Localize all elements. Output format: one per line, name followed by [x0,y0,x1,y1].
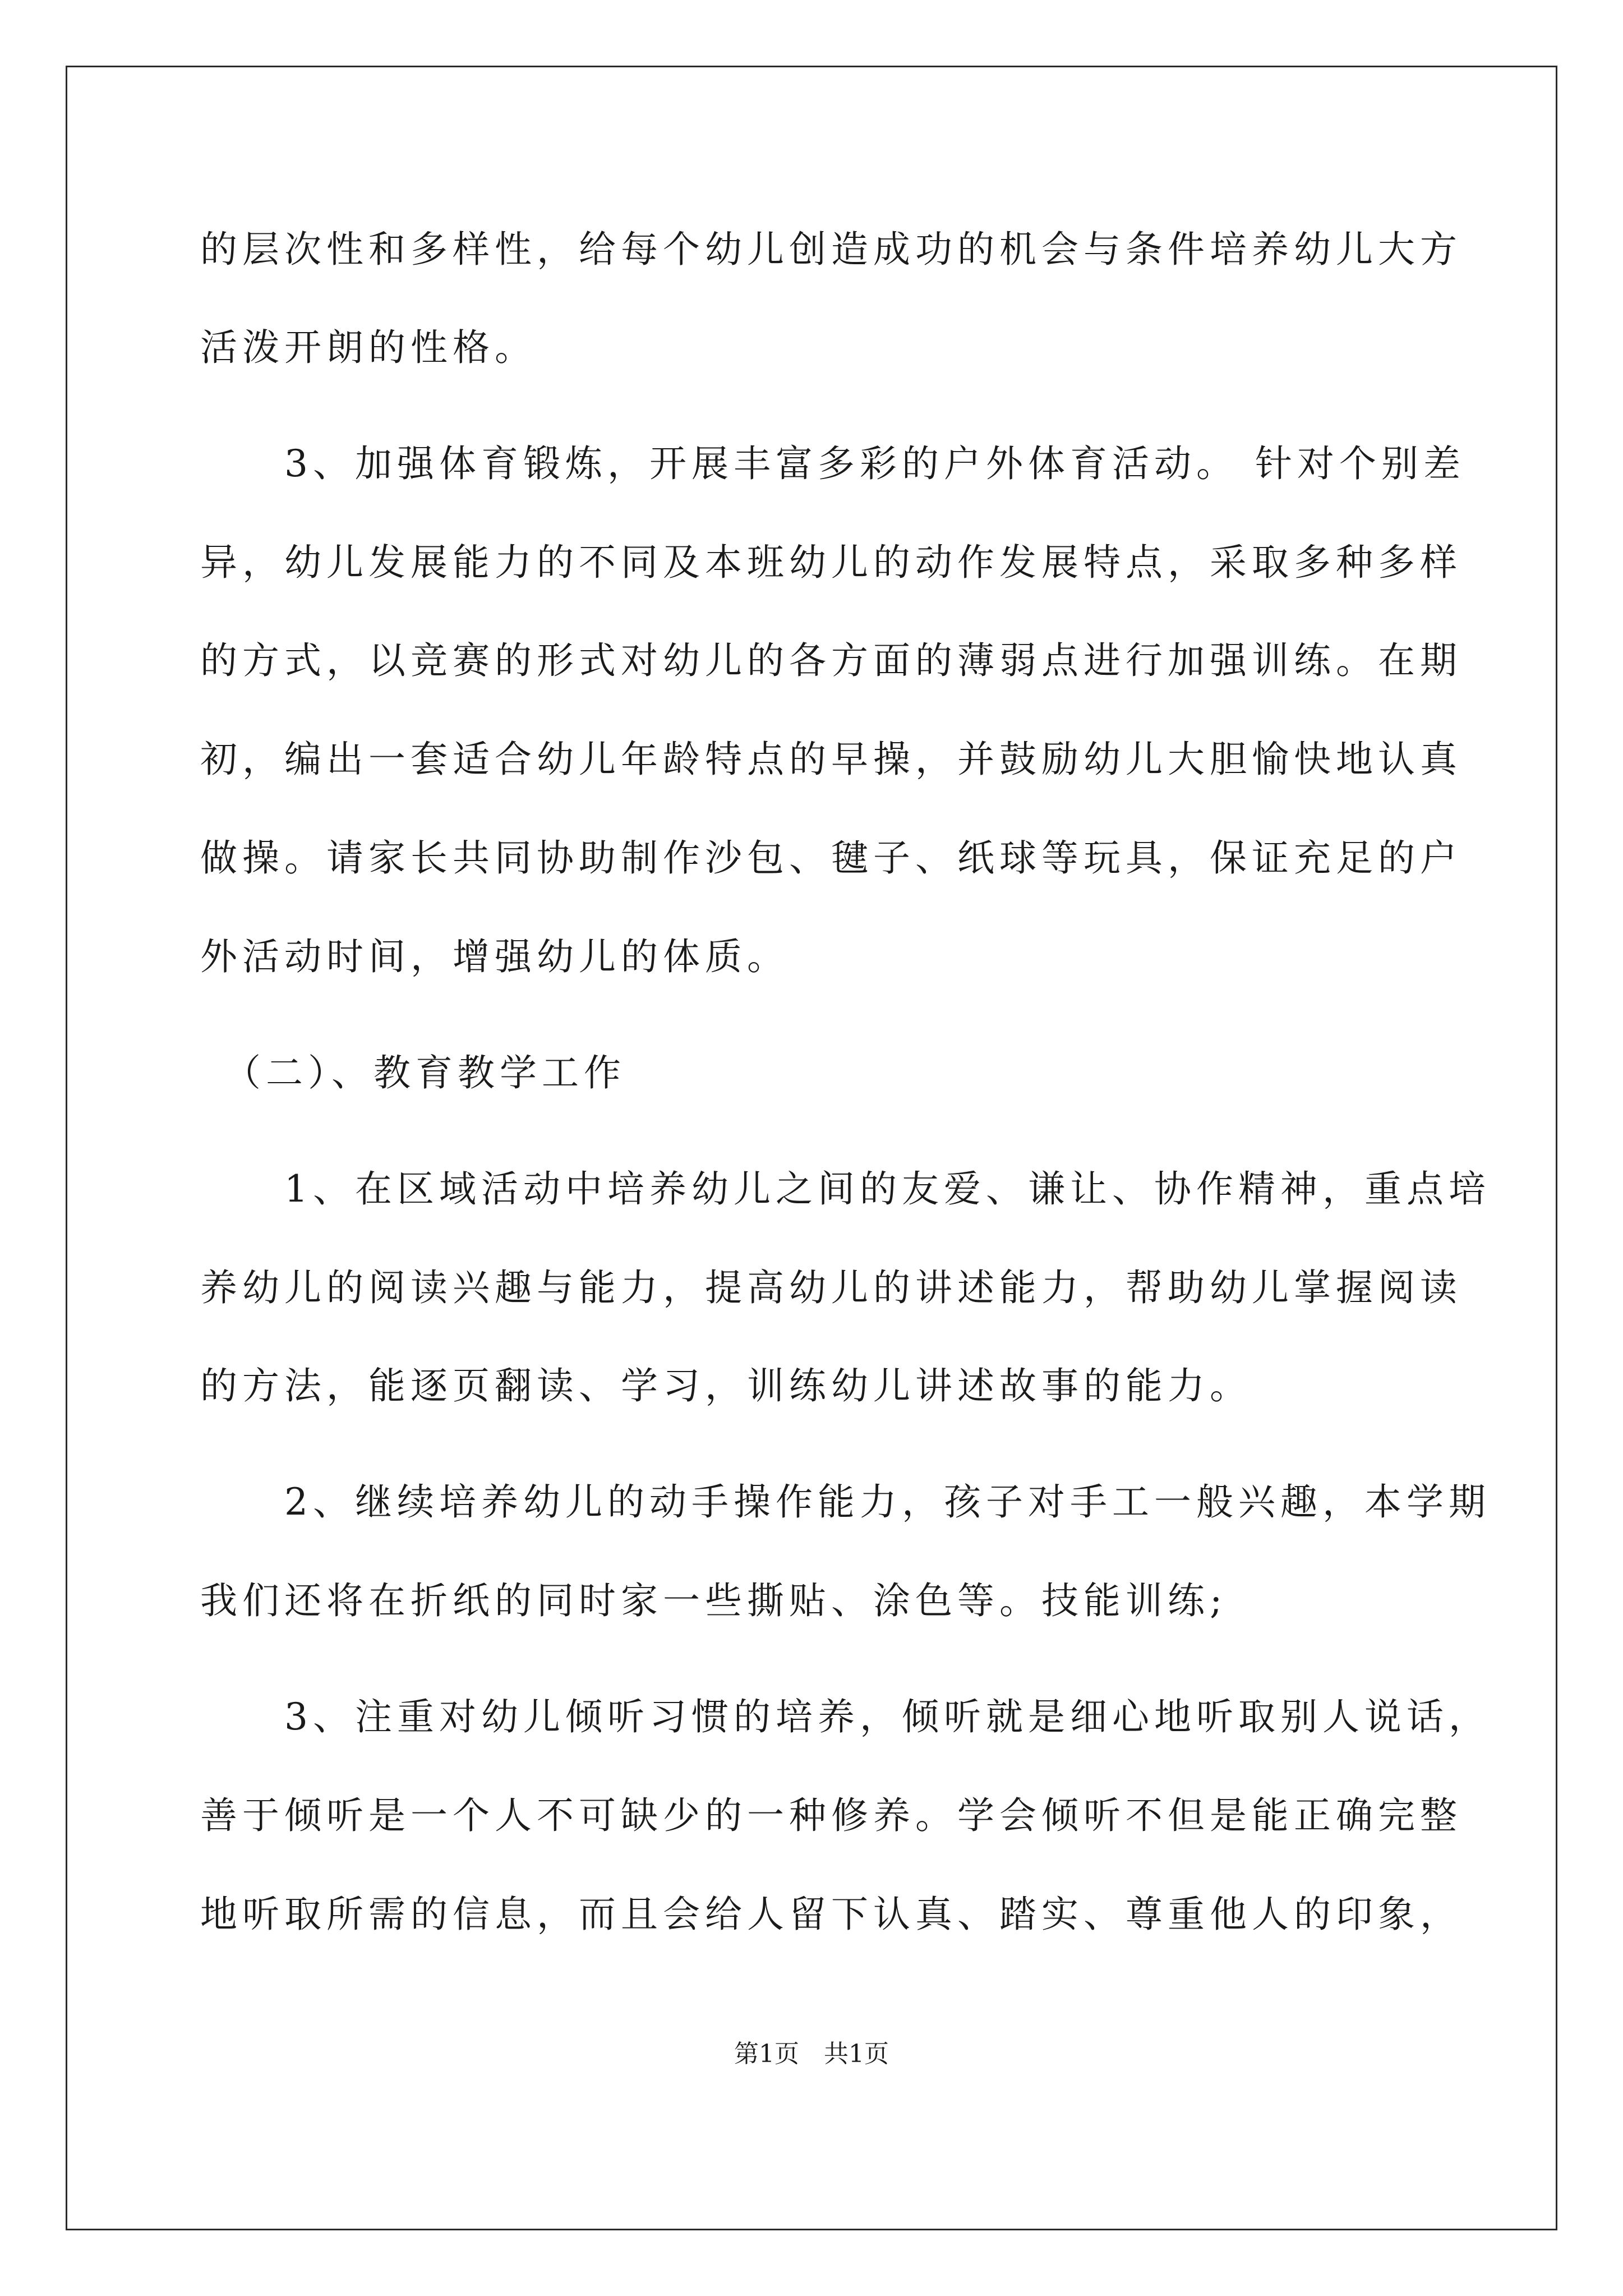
text-line: 2、继续培养幼儿的动手操作能力，孩子对手工一般兴趣，本学期 [200,1480,1491,1524]
text-line: 异，幼儿发展能力的不同及本班幼儿的动作发展特点，采取多种多样 [200,541,1462,584]
text-line: 活泼开朗的性格。 [200,326,537,369]
text-line: 初，编出一套适合幼儿年龄特点的早操，并鼓励幼儿大胆愉快地认真 [200,738,1462,781]
text-line: 的方法，能逐页翻读、学习，训练幼儿讲述故事的能力。 [200,1364,1252,1407]
text-line: 3、加强体育锻炼，开展丰富多彩的户外体育活动。 针对个别差 [200,442,1465,485]
text-line: 养幼儿的阅读兴趣与能力，提高幼儿的讲述能力，帮助幼儿掌握阅读 [200,1266,1462,1309]
text-line: 善于倾听是一个人不可缺少的一种修养。学会倾听不但是能正确完整 [200,1794,1462,1837]
page-footer: 第1页 共1页 [734,2040,889,2068]
text-line: 做操。请家长共同协助制作沙包、毽子、纸球等玩具，保证充足的户 [200,836,1462,880]
text-line: 3、注重对幼儿倾听习惯的培养，倾听就是细心地听取别人说话， [200,1695,1491,1738]
text-line: 的方式，以竞赛的形式对幼儿的各方面的薄弱点进行加强训练。在期 [200,639,1462,682]
text-line: 1、在区域活动中培养幼儿之间的友爱、谦让、协作精神，重点培 [200,1167,1491,1211]
text-line: 外活动时间，增强幼儿的体质。 [200,935,789,978]
section-heading: （二）、教育教学工作 [200,1051,626,1094]
text-line: 我们还将在折纸的同时家一些撕贴、涂色等。技能训练; [200,1579,1228,1622]
text-line: 地听取所需的信息，而且会给人留下认真、踏实、尊重他人的印象， [200,1893,1462,1936]
text-line: 的层次性和多样性，给每个幼儿创造成功的机会与条件培养幼儿大方 [200,228,1462,271]
